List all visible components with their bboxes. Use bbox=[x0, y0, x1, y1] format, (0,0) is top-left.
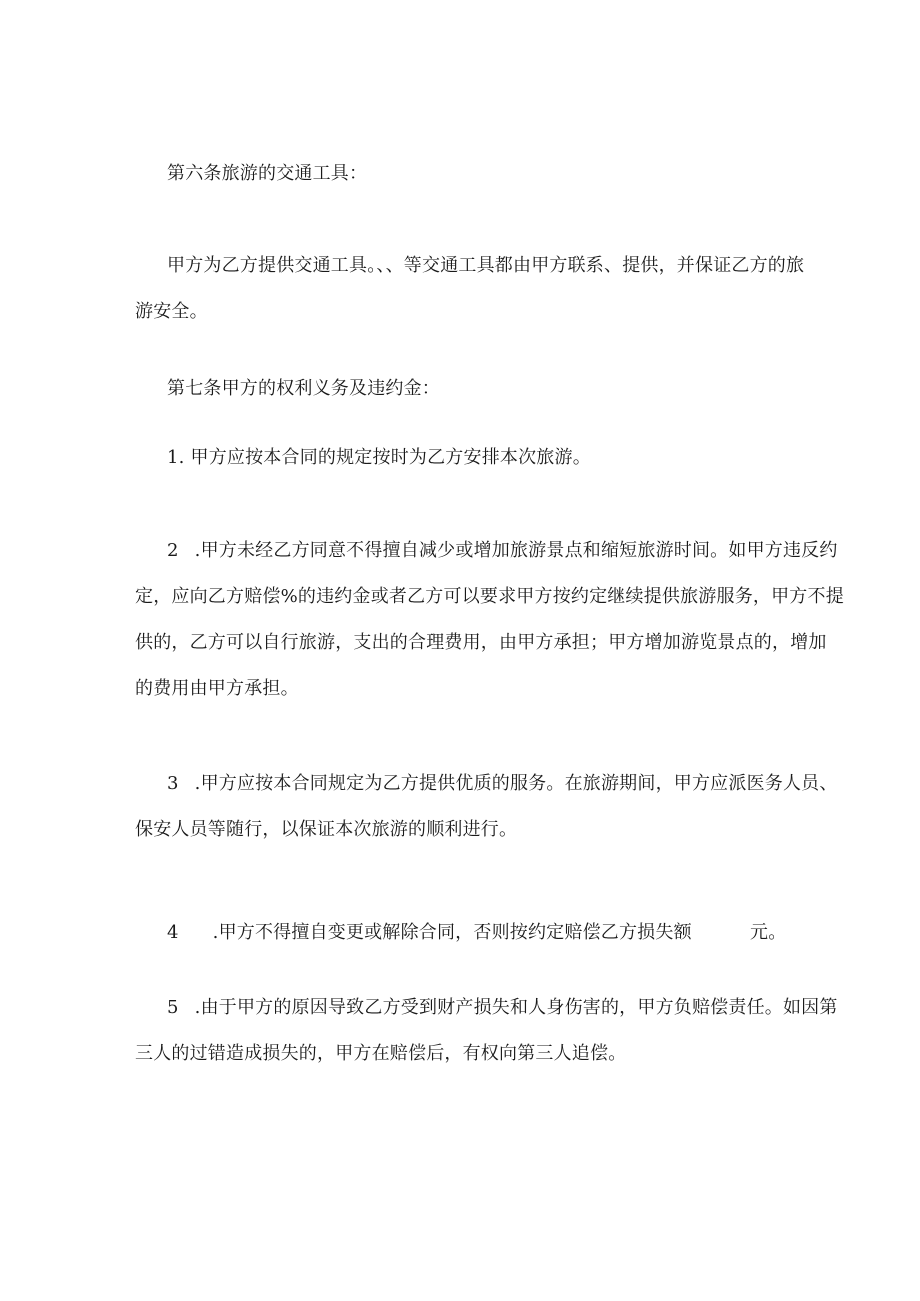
clause2-line3: 供的，乙方可以自行旅游，支出的合理费用，由甲方承担；甲方增加游览景点的，增加 bbox=[135, 632, 827, 653]
clause4-unit: 元。 bbox=[750, 922, 787, 943]
clause2-text: .甲方未经乙方同意不得擅自减少或增加旅游景点和缩短旅游时间。如甲方违反约 bbox=[194, 540, 838, 561]
clause5-line1 bbox=[167, 996, 838, 1020]
clause1: 1. 甲方应按本合同的规定按时为乙方安排本次旅游。 bbox=[167, 447, 591, 468]
clause4-number: 4 bbox=[167, 922, 179, 943]
clause2-line1 bbox=[167, 539, 838, 563]
clause4-text: .甲方不得擅自变更或解除合同，否则按约定赔偿乙方损失额 bbox=[212, 922, 692, 943]
article7-heading: 第七条甲方的权利义务及违约金： bbox=[167, 378, 440, 399]
article6-body-line1: 甲方为乙方提供交通工具。、、等交通工具都由甲方联系、提供，并保证乙方的旅 bbox=[167, 255, 805, 276]
clause3-line1 bbox=[167, 772, 838, 796]
article6-heading: 第六条旅游的交通工具： bbox=[167, 163, 368, 184]
clause2-number: 2 bbox=[167, 540, 179, 561]
article6-body-line2: 游安全。 bbox=[135, 301, 208, 322]
clause4-line bbox=[167, 921, 692, 945]
clause3-number: 3 bbox=[167, 773, 179, 794]
clause5-line2: 三人的过错造成损失的，甲方在赔偿后，有权向第三人追偿。 bbox=[135, 1043, 627, 1064]
clause3-text: .甲方应按本合同规定为乙方提供优质的服务。在旅游期间，甲方应派医务人员、 bbox=[194, 773, 838, 794]
clause5-number: 5 bbox=[167, 997, 179, 1018]
clause3-line2: 保安人员等随行，以保证本次旅游的顺利进行。 bbox=[135, 819, 518, 840]
clause2-line4: 的费用由甲方承担。 bbox=[135, 678, 299, 699]
clause5-text: .由于甲方的原因导致乙方受到财产损失和人身伤害的，甲方负赔偿责任。如因第 bbox=[194, 997, 838, 1018]
clause2-line2: 定，应向乙方赔偿%的违约金或者乙方可以要求甲方按约定继续提供旅游服务，甲方不提 bbox=[135, 586, 844, 607]
